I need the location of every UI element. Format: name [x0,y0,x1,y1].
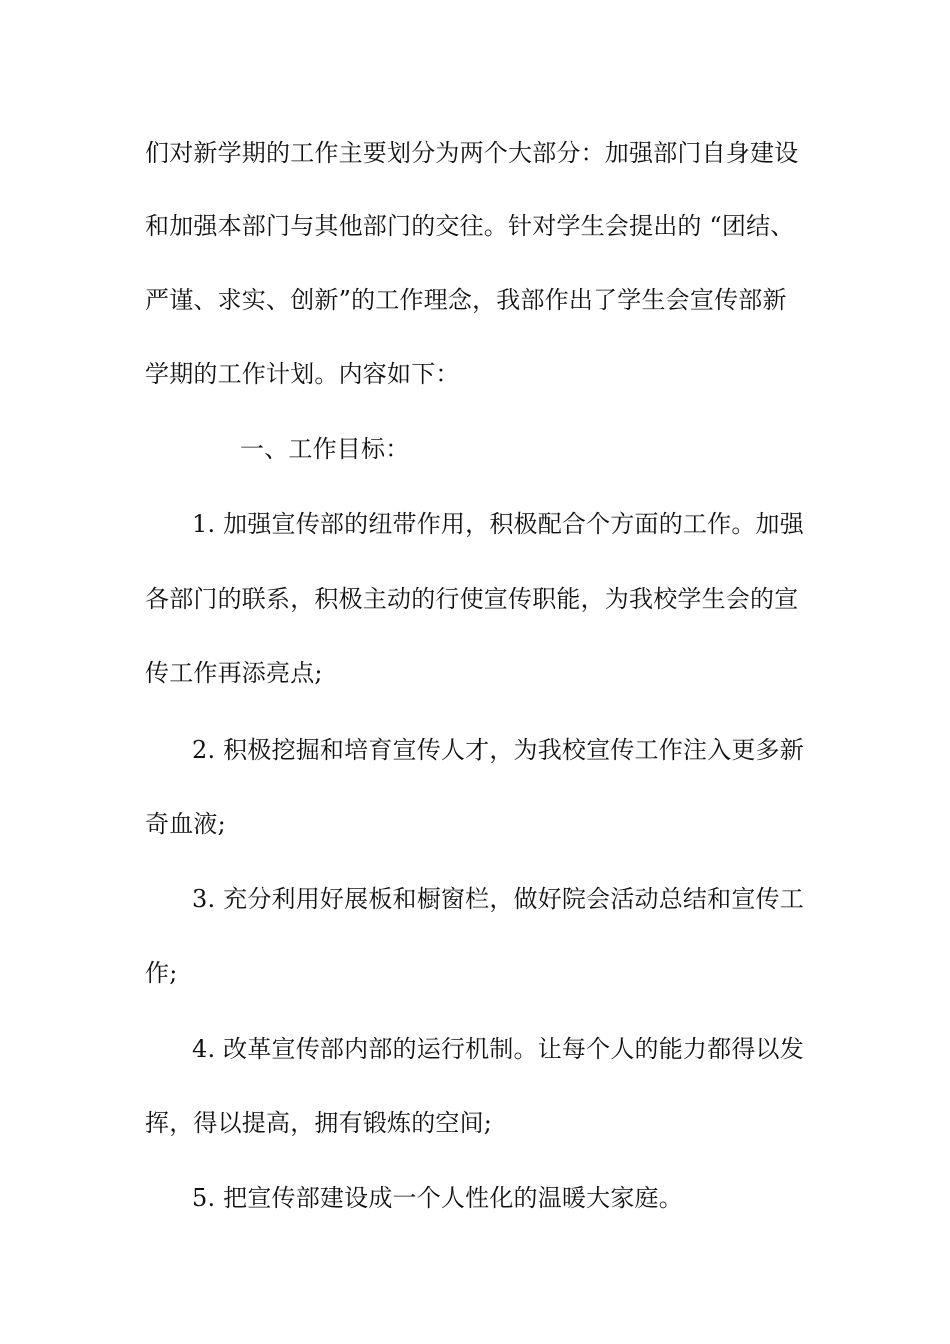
item-2-line-2: 奇血液; [145,810,226,838]
item-4-line-2: 挥，得以提高，拥有锻炼的空间; [145,1109,493,1137]
item-3-line-1: 3. 充分利用好展板和橱窗栏，做好院会活动总结和宣传工 [192,885,804,913]
paragraph-line-1: 们对新学期的工作主要划分为两个大部分：加强部门自身建设 [145,139,799,167]
section-heading: 一、工作目标： [240,435,410,463]
paragraph-line-3: 严谨、求实、创新”的工作理念，我部作出了学生会宣传部新 [145,286,787,314]
item-1-line-3: 传工作再添亮点; [145,659,323,687]
item-2-line-1: 2. 积极挖掘和培育宣传人才，为我校宣传工作注入更多新 [192,736,804,764]
item-3-line-2: 作; [145,959,178,987]
item-1-line-2: 各部门的联系，积极主动的行使宣传职能，为我校学生会的宣 [145,585,799,613]
item-1-line-1: 1. 加强宣传部的纽带作用，积极配合个方面的工作。加强 [192,510,804,538]
item-4-line-1: 4. 改革宣传部内部的运行机制。让每个人的能力都得以发 [192,1035,804,1063]
paragraph-line-4: 学期的工作计划。内容如下： [145,360,460,388]
item-5-line-1: 5. 把宣传部建设成一个人性化的温暖大家庭。 [192,1184,683,1212]
paragraph-line-2: 和加强本部门与其他部门的交往。针对学生会提出的 “团结、 [145,212,795,240]
